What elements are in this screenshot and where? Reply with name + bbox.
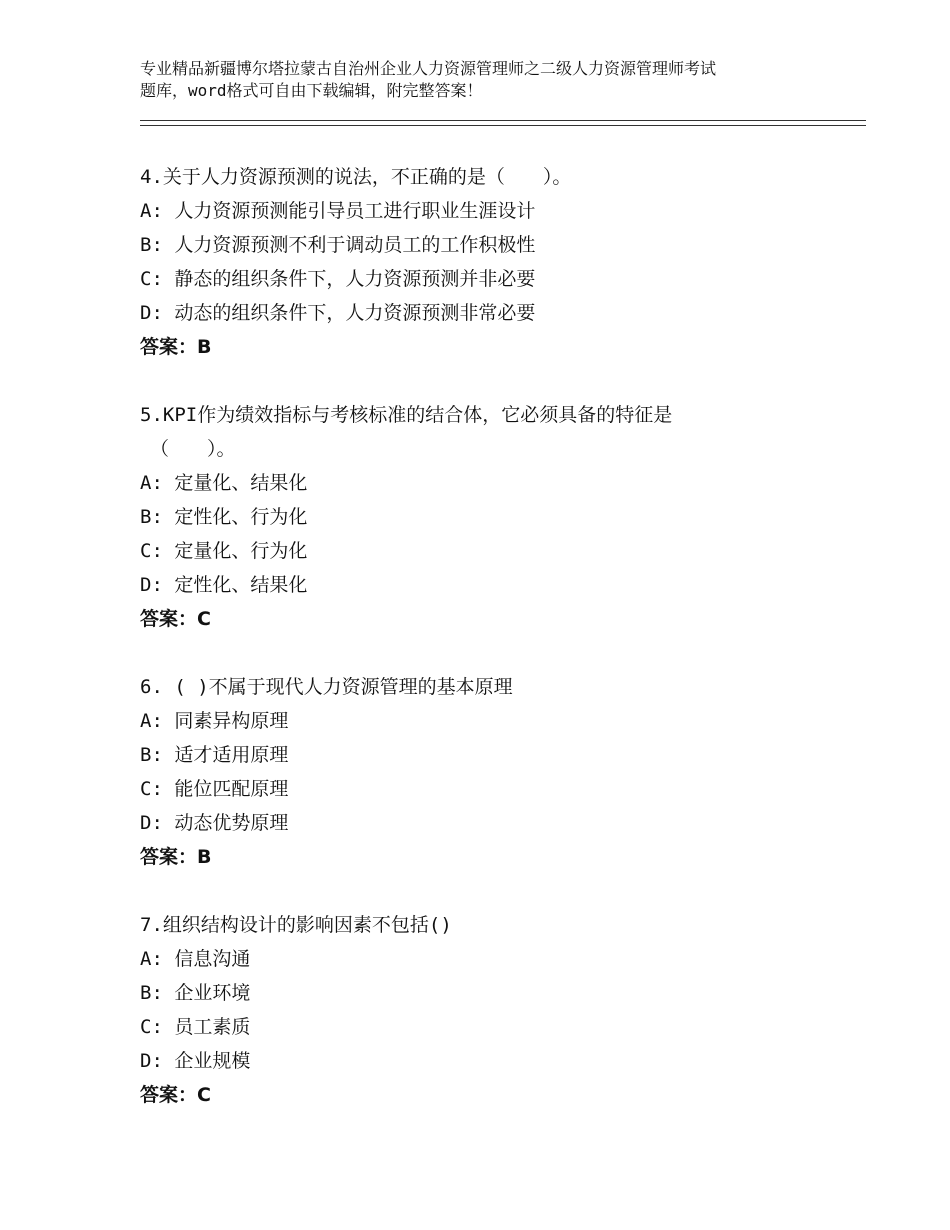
option-c: C: 定量化、行为化 [140,540,308,562]
question-list [140,160,840,1146]
option-a: A: 人力资源预测能引导员工进行职业生涯设计 [140,200,536,222]
option-c: C: 能位匹配原理 [140,778,289,800]
option-c: C: 静态的组织条件下，人力资源预测并非必要 [140,268,536,290]
option-d: D: 动态优势原理 [140,812,289,834]
option-a: A: 同素异构原理 [140,710,289,732]
question-6 [140,670,840,874]
option-b: B: 定性化、行为化 [140,506,308,528]
question-stem: 6. ( )不属于现代人力资源管理的基本原理 [140,676,513,698]
option-d: D: 动态的组织条件下，人力资源预测非常必要 [140,302,536,324]
option-d: D: 定性化、结果化 [140,574,308,596]
option-b: B: 企业环境 [140,982,251,1004]
answer-line: 答案：B [140,336,212,358]
question-4 [140,160,840,364]
answer-line: 答案：B [140,846,212,868]
option-d: D: 企业规模 [140,1050,251,1072]
option-b: B: 人力资源预测不利于调动员工的工作积极性 [140,234,536,256]
question-stem-continuation: （ ）。 [150,438,236,460]
option-c: C: 员工素质 [140,1016,251,1038]
question-7 [140,908,840,1112]
question-stem: 5.KPI作为绩效指标与考核标准的结合体，它必须具备的特征是 [140,404,673,426]
header-divider [140,120,866,126]
option-a: A: 定量化、结果化 [140,472,308,494]
option-b: B: 适才适用原理 [140,744,289,766]
document-header [140,58,840,102]
question-stem: 4.关于人力资源预测的说法，不正确的是（ ）。 [140,166,572,188]
header-title-line-2: 题库，word格式可自由下载编辑，附完整答案！ [140,81,483,100]
question-5 [140,398,840,636]
option-a: A: 信息沟通 [140,948,251,970]
answer-line: 答案：C [140,608,211,630]
question-stem: 7.组织结构设计的影响因素不包括() [140,914,452,936]
header-title-line-1: 专业精品新疆博尔塔拉蒙古自治州企业人力资源管理师之二级人力资源管理师考试 [140,59,717,78]
answer-line: 答案：C [140,1084,211,1106]
